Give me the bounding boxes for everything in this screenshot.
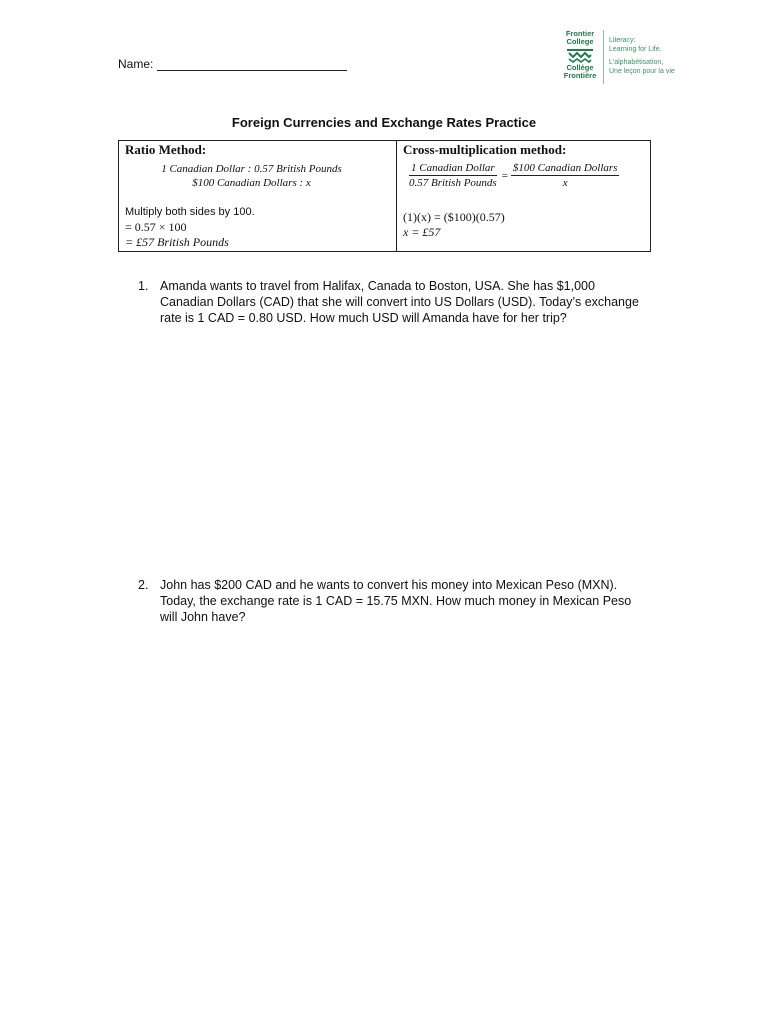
question-number: 2.: [138, 578, 149, 592]
name-blank-line: [157, 58, 347, 71]
left-denominator: 0.57 British Pounds: [409, 177, 497, 189]
page-title: Foreign Currencies and Exchange Rates Practice: [231, 115, 537, 130]
ratio-note: Multiply both sides by 100.: [125, 206, 255, 218]
logo-org-en-line1: Frontier: [565, 29, 595, 38]
ratio-line-1: 1 Canadian Dollar : 0.57 British Pounds: [161, 163, 342, 175]
name-label: Name:: [118, 57, 154, 71]
left-numerator: 1 Canadian Dollar: [410, 162, 495, 174]
question-number: 1.: [138, 279, 149, 293]
question-1: [138, 278, 648, 326]
question-text: Amanda wants to travel from Halifax, Canada to Boston, USA. She has $1,000 Canadian Dollars (CAD) that she will convert into US Dollars (USD). Today’s exchange rate is 1 CAD = 0.80 USD. How much USD will Amanda have for her trip?: [160, 279, 639, 325]
right-denominator: x: [562, 177, 568, 189]
logo-org-en-line2: College: [566, 37, 594, 46]
logo-mark: [562, 30, 598, 80]
ratio-step-1: = 0.57 × 100: [125, 220, 187, 234]
cross-step-1: (1)(x) = ($100)(0.57): [403, 210, 505, 224]
tagline-fr-2: Une leçon pour la vie: [609, 67, 675, 75]
left-fraction: [407, 162, 499, 189]
proportion-equals: =: [501, 169, 508, 182]
right-numerator: $100 Canadian Dollars: [512, 162, 618, 174]
logo-tagline: [609, 30, 675, 76]
ratio-line-2: $100 Canadian Dollars : x: [192, 177, 311, 189]
ratio-step-2: = £57 British Pounds: [125, 235, 229, 249]
logo-emblem-icon: [565, 47, 595, 63]
logo-org-fr-line2: Frontière: [563, 71, 597, 80]
tagline-fr-1: L'alphabétisation,: [609, 59, 664, 66]
ratio-method-heading: Ratio Method:: [119, 141, 397, 159]
question-2: [138, 577, 648, 625]
question-text: John has $200 CAD and he wants to convert his money into Mexican Peso (MXN). Today, the exchange rate is 1 CAD = 15.75 MXN. How much money in Mexican Peso will John have?: [160, 578, 632, 624]
logo-divider: [603, 30, 604, 84]
right-fraction: [511, 162, 620, 189]
ratio-steps: [125, 220, 229, 250]
name-field: [118, 57, 347, 71]
ratio-equations: [119, 162, 384, 190]
ratio-method-cell: [119, 158, 397, 252]
methods-table: [118, 140, 651, 252]
cross-method-heading: Cross-multiplication method:: [397, 141, 651, 159]
cross-step-2: x = £57: [403, 225, 441, 239]
frontier-college-logo: [562, 30, 692, 90]
cross-proportion: [407, 162, 619, 189]
cross-steps: [403, 210, 505, 240]
tagline-en-1: Literacy:: [609, 37, 636, 44]
cross-method-cell: [397, 158, 651, 252]
logo-org-fr-line1: Collège: [566, 63, 594, 72]
tagline-en-2: Learning for Life.: [609, 45, 662, 53]
